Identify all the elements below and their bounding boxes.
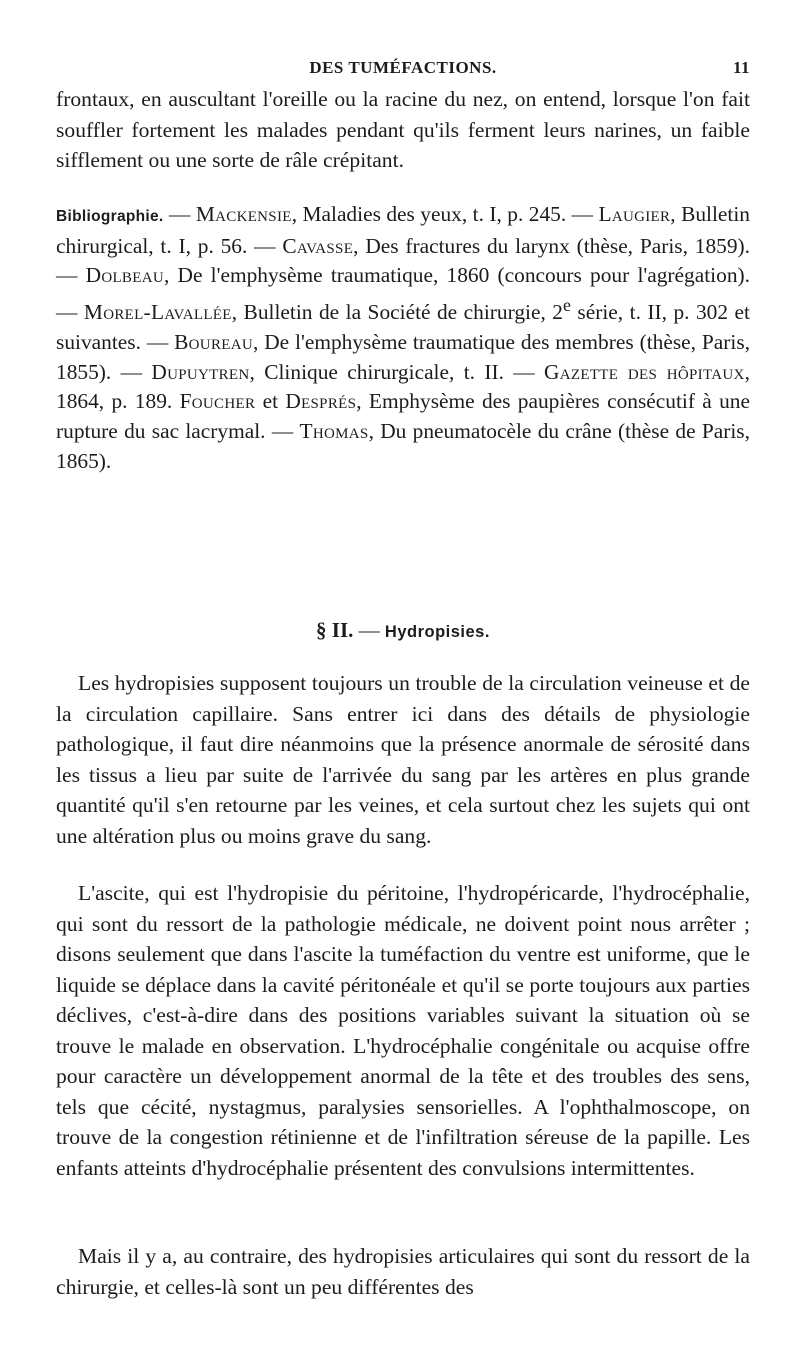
section-number: § II. bbox=[316, 618, 354, 642]
body-paragraph-3: Mais il y a, au contraire, des hydropisies articulaires qui sont du ressort de la chirurgie, et celles-là sont un peu différentes des bbox=[56, 1244, 750, 1299]
bibliography-superscript: e bbox=[563, 295, 571, 316]
section-dash: — bbox=[353, 618, 385, 642]
bibliography-author: Cavasse bbox=[282, 233, 354, 258]
bibliography-author: Després bbox=[285, 389, 357, 414]
bibliography-author: Thomas bbox=[299, 419, 369, 444]
bibliography-text: série, t. II, p. 302 et suivantes. — bbox=[56, 300, 750, 354]
bibliography-journal: Gazette des hôpitaux bbox=[544, 359, 745, 384]
running-head bbox=[56, 58, 750, 82]
bibliography-author: Boureau bbox=[174, 329, 253, 354]
bibliography-author: Foucher bbox=[179, 389, 256, 414]
section-heading bbox=[56, 618, 750, 643]
page-number: 11 bbox=[732, 58, 750, 77]
bibliography-text: et bbox=[255, 389, 286, 414]
running-head-title: DES TUMÉFACTIONS. bbox=[309, 58, 497, 77]
body-paragraph-2: L'ascite, qui est l'hydropisie du péritoine, l'hydropéricarde, l'hydrocéphalie, qui sont du ressort de la pathologie médicale, ne doivent point nous arrêter ; disons seulement que dans l'ascite la tuméfaction du ventre est uniforme, que le liquide se déplace dans la cavité péritonéale et qu'il se porte toujours aux parties déclives, c'est-à-dire dans des positions variables suivant la situation où se trouve le malade en observation. L'hydrocéphalie congénitale ou acquise offre pour caractère un développement anormal de la tête et des troubles des sens, tels que cécité, nystagmus, paralysies sensorielles. A l'ophthalmoscope, on trouve de la congestion rétinienne et de l'infiltration séreuse de la papille. Les enfants atteints d'hydrocéphalie présentent des convulsions intermittentes. bbox=[56, 881, 750, 1180]
bibliography-text: , Maladies des yeux, t. I, p. 245. — bbox=[291, 202, 599, 226]
bibliography-text: , Du pneumatocèle du crâne (thèse de Paris, 1865). bbox=[56, 419, 750, 473]
bibliography-text: , Bulletin chirurgical, t. I, p. 56. — bbox=[56, 202, 750, 258]
body-paragraph-1: Les hydropisies supposent toujours un trouble de la circulation veineuse et de la circulation capillaire. Sans entrer ici dans des détails de physiologie pathologique, il faut dire néanmoins que la présence anormale de sérosité dans les tissus a lieu par suite de l'arrivée du sang par les artères en plus grande quantité qu'il s'en retourne par les veines, et cela surtout chez les sujets qui ont une altération plus ou moins grave du sang. bbox=[56, 671, 750, 848]
section-title: Hydropisies. bbox=[384, 623, 490, 641]
bibliography-text: — bbox=[163, 202, 196, 226]
bibliography-text: , Des fractures du larynx (thèse, Paris, 1859). — bbox=[56, 233, 751, 288]
paragraph-continuation: frontaux, en auscultant l'oreille ou la racine du nez, on entend, lorsque l'on fait souffler fortement les malades pendant qu'ils ferment leurs narines, un faible sifflement ou une sorte de râle crépitant. bbox=[56, 87, 750, 172]
bibliography-author: Mackensie bbox=[195, 202, 292, 226]
bibliography-text: , Clinique chirurgicale, t. II. — bbox=[249, 359, 545, 384]
bibliography-text: , 1864, p. 189. bbox=[56, 359, 750, 414]
bibliography-author: Laugier bbox=[598, 202, 671, 226]
bibliography-text: , Bulletin de la Société de chirurgie, 2 bbox=[231, 300, 564, 325]
bibliography-lead: Bibliographie. bbox=[56, 208, 164, 225]
bibliography-author: Dupuytren bbox=[151, 359, 250, 384]
bibliography-author: Morel-Lavallée bbox=[83, 300, 232, 325]
bibliography-author: Dolbeau bbox=[85, 263, 164, 288]
bibliography-text: , De l'emphysème traumatique des membres (thèse, Paris, 1855). — bbox=[56, 329, 751, 384]
bibliography bbox=[56, 200, 750, 476]
bibliography-text: , Emphysème des paupières consécutif à une rupture du sac lacrymal. — bbox=[56, 389, 750, 444]
bibliography-text: , De l'emphysème traumatique, 1860 (concours pour l'agrégation). — bbox=[56, 263, 750, 325]
